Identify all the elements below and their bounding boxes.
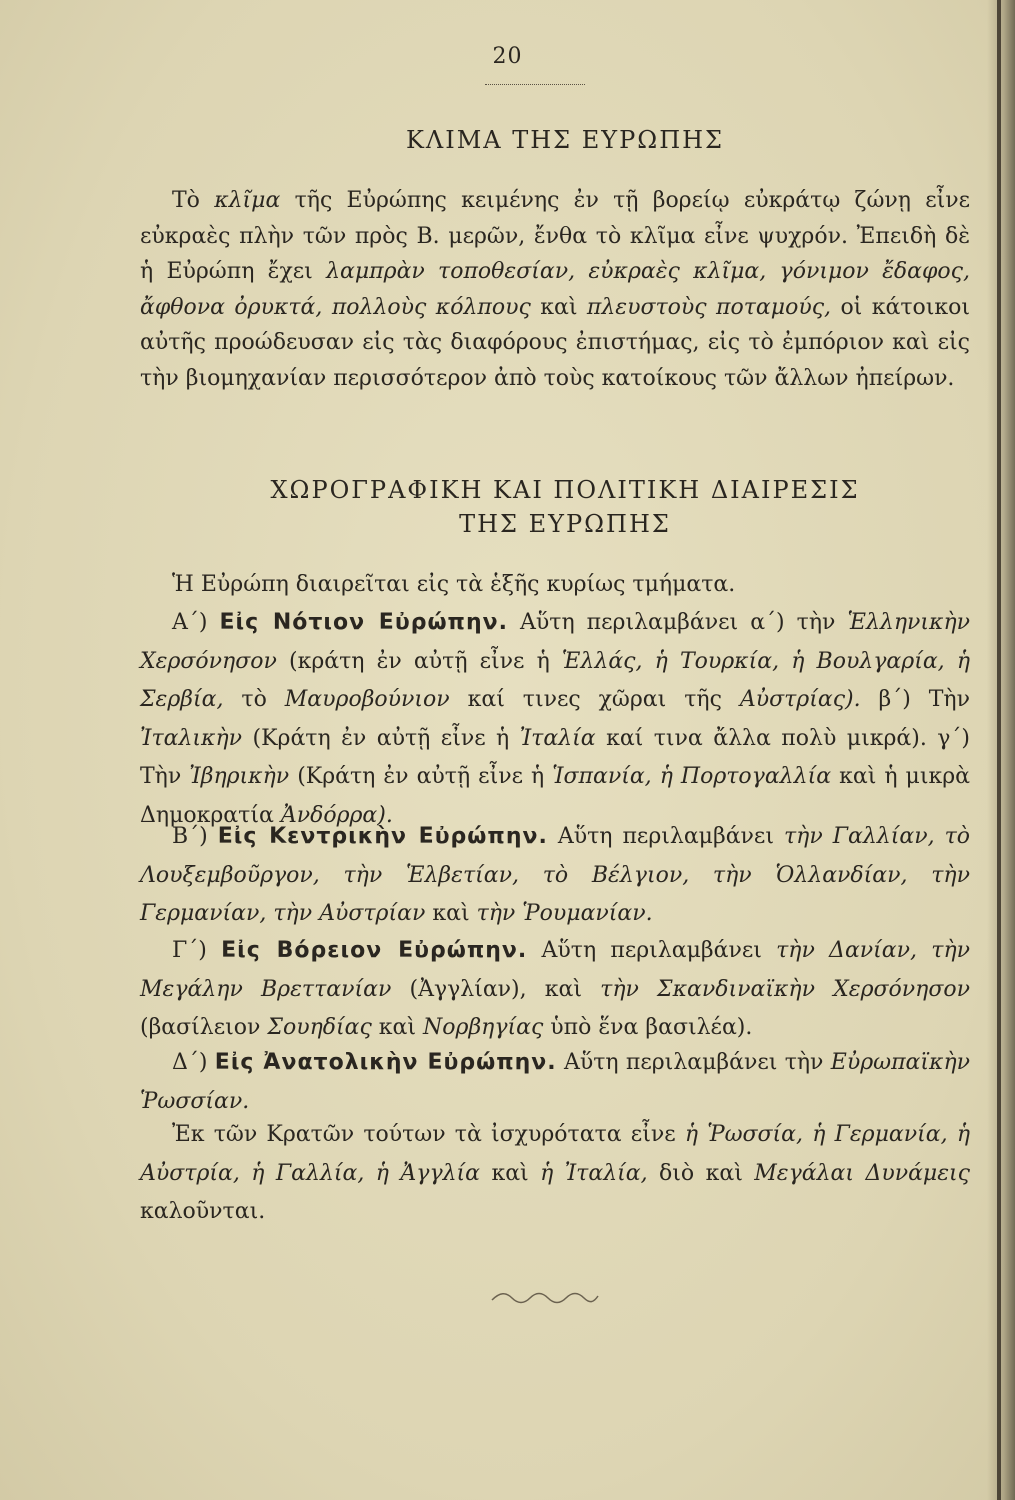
climate-paragraph — [140, 183, 970, 396]
text-run-italic: τὴν Ῥουμανίαν. — [476, 901, 653, 926]
section-label: Β΄) — [172, 824, 218, 849]
section-label: Γ΄) — [172, 938, 222, 963]
text-run-italic: Εὐρωπαϊκὴν Ῥωσσίαν. — [140, 1050, 970, 1114]
text-run-italic: Ἰταλία — [519, 725, 596, 751]
text-run: διὸ καὶ — [647, 1160, 755, 1186]
text-run-italic: ἡ Ἰταλία, — [540, 1160, 648, 1186]
text-run: (Ἀγγλίαν), καὶ — [391, 976, 601, 1002]
text-run: Αὕτη περιλαμβάνει τὴν — [556, 1050, 831, 1075]
text-run: Ἐκ τῶν Κρατῶν τούτων τὰ ἰσχυρότατα εἶνε — [172, 1122, 685, 1147]
section-label: Α΄) — [172, 610, 220, 635]
great-powers-paragraph — [140, 1116, 970, 1232]
text-run: καί τινες χῶραι τῆς — [449, 687, 740, 712]
section-bold-title: Εἰς Κεντρικὴν Εὐρώπην. — [217, 824, 548, 849]
text-run: Αὕτη περιλαμβάνει — [527, 938, 777, 963]
text-run: καὶ — [371, 1015, 424, 1040]
text-run: οἱ κάτοικοι αὐτῆς προώδευσαν εἰς τὰς διαφόρους ἐπιστήμας, εἰς τὸ ἐμπόριον καὶ εἰς τὴν βιομηχανίαν περισσότερον ἀπὸ τοὺς κατοίκους τῶν ἄλλων ἠπείρων. — [140, 294, 971, 391]
page-number-rule — [485, 84, 585, 85]
text-run-italic: Μαυροβούνιον — [284, 687, 450, 712]
text-run: καὶ ἡ μικρὰ Δημοκρατία — [140, 764, 971, 828]
text-run-italic: Ἑλληνικὴν Χερσόνησον — [140, 610, 970, 674]
section-label: Δ΄) — [172, 1050, 215, 1075]
text-run: (βασίλειον — [140, 1015, 268, 1040]
intro-line — [140, 566, 970, 605]
east-europe-paragraph — [140, 1044, 970, 1121]
text-run: ὑπὸ ἕνα βασιλέα). — [543, 1015, 753, 1040]
text-run: (Κράτη ἐν αὐτῇ εἶνε ἡ — [289, 764, 553, 789]
text-run-italic: τὴν Σκανδιναϊκὴν Χερσόνησον — [600, 976, 970, 1002]
text-run-italic: Ἰταλικὴν — [140, 725, 243, 751]
text-run: καὶ — [530, 294, 587, 320]
text-run: Αὕτη περιλαμβάνει α΄) τὴν — [507, 610, 848, 635]
text-run: καλοῦνται. — [140, 1199, 266, 1224]
text-run: β΄) Τὴν — [860, 687, 970, 712]
text-run: τῆς Εὐρώπης κειμένης ἐν τῇ βορείῳ εὐκράτῳ ζώνῃ εἶνε εὐκραὲς πλὴν τῶν πρὸς Β. μερῶν, ἔνθα τὸ κλῖμα εἶνε ψυχρόν. Ἐπειδὴ δὲ ἡ Εὐρώπη ἔχει — [140, 188, 970, 284]
text-run: τὸ — [223, 687, 285, 712]
text-run: καὶ — [480, 1160, 541, 1186]
text-run-italic: Σουηδίας — [267, 1015, 372, 1040]
section-heading-line2: ΤΗΣ ΕΥΡΩΠΗΣ — [459, 510, 671, 538]
ornament-swirl — [490, 1288, 600, 1308]
text-run-italic: τὴν Δανίαν, τὴν Μεγάλην Βρεττανίαν — [140, 938, 970, 1002]
text-run: καὶ — [425, 901, 477, 926]
section-bold-title: Εἰς Ἀνατολικὴν Εὐρώπην. — [214, 1050, 557, 1075]
north-europe-paragraph — [140, 932, 970, 1048]
text-run-italic: Ἱσπανία, ἡ Πορτογαλλία — [552, 764, 832, 789]
text-run-italic: Ἀνδόρρα). — [280, 802, 393, 828]
text-run-italic: Αὐστρίας). — [739, 687, 861, 712]
text-run: (κράτη ἐν αὐτῇ εἶνε ἡ — [276, 648, 562, 674]
page-edge-line — [997, 0, 1001, 1500]
text-run: Αὕτη περιλαμβάνει — [547, 824, 784, 849]
text-run-italic: κλῖμα — [214, 188, 281, 213]
text-run: καί τινα ἄλλα πολὺ μικρά). γ΄) Τὴν — [140, 725, 970, 789]
section-bold-title: Εἰς Νότιον Εὐρώπην. — [219, 610, 508, 635]
climate-heading: ΚΛΙΜΑ ΤΗΣ ΕΥΡΩΠΗΣ — [405, 126, 725, 154]
section-heading-line1: ΧΩΡΟΓΡΑΦΙΚΗ ΚΑΙ ΠΟΛΙΤΙΚΗ ΔΙΑΙΡΕΣΙΣ — [270, 476, 860, 504]
text-run-italic: Μεγάλαι Δυνάμεις — [754, 1160, 970, 1186]
section-bold-title: Εἰς Βόρειον Εὐρώπην. — [221, 938, 528, 963]
text-run-italic: Ἰβηρικὴν — [189, 764, 290, 789]
intro-text: Ἡ Εὐρώπη διαιρεῖται εἰς τὰ ἑξῆς κυρίως τμήματα. — [172, 572, 736, 597]
text-run-italic: τὴν Γαλλίαν, τὸ Λουξεμβοῦργον, τὴν Ἑλβετίαν, τὸ Βέλγιον, τὴν Ὁλλανδίαν, τὴν Γερμανίαν, τὴν Αὐστρίαν — [140, 824, 970, 926]
text-run-italic: πλευστοὺς ποταμούς, — [586, 294, 832, 320]
text-run-italic: Ἑλλάς, ἡ Τουρκία, ἡ Βουλγαρία, ἡ Σερβία, — [140, 648, 971, 712]
page-edge-shadow — [987, 0, 1015, 1500]
page-number: 20 — [492, 44, 523, 69]
text-run: (Κράτη ἐν αὐτῇ εἶνε ἡ — [242, 725, 520, 751]
text-run-italic: Νορβηγίας — [423, 1015, 544, 1040]
central-europe-paragraph — [140, 818, 970, 934]
text-run-italic: ἡ Ῥωσσία, ἡ Γερμανία, ἡ Αὐστρία, ἡ Γαλλία, ἡ Ἀγγλία — [140, 1122, 971, 1186]
text-run: Τὸ — [172, 188, 215, 213]
south-europe-paragraph — [140, 604, 970, 835]
text-run-italic: λαμπρὰν τοποθεσίαν, εὐκραὲς κλῖμα, γόνιμον ἔδαφος, ἄφθονα ὀρυκτά, πολλοὺς κόλπους — [140, 259, 970, 320]
